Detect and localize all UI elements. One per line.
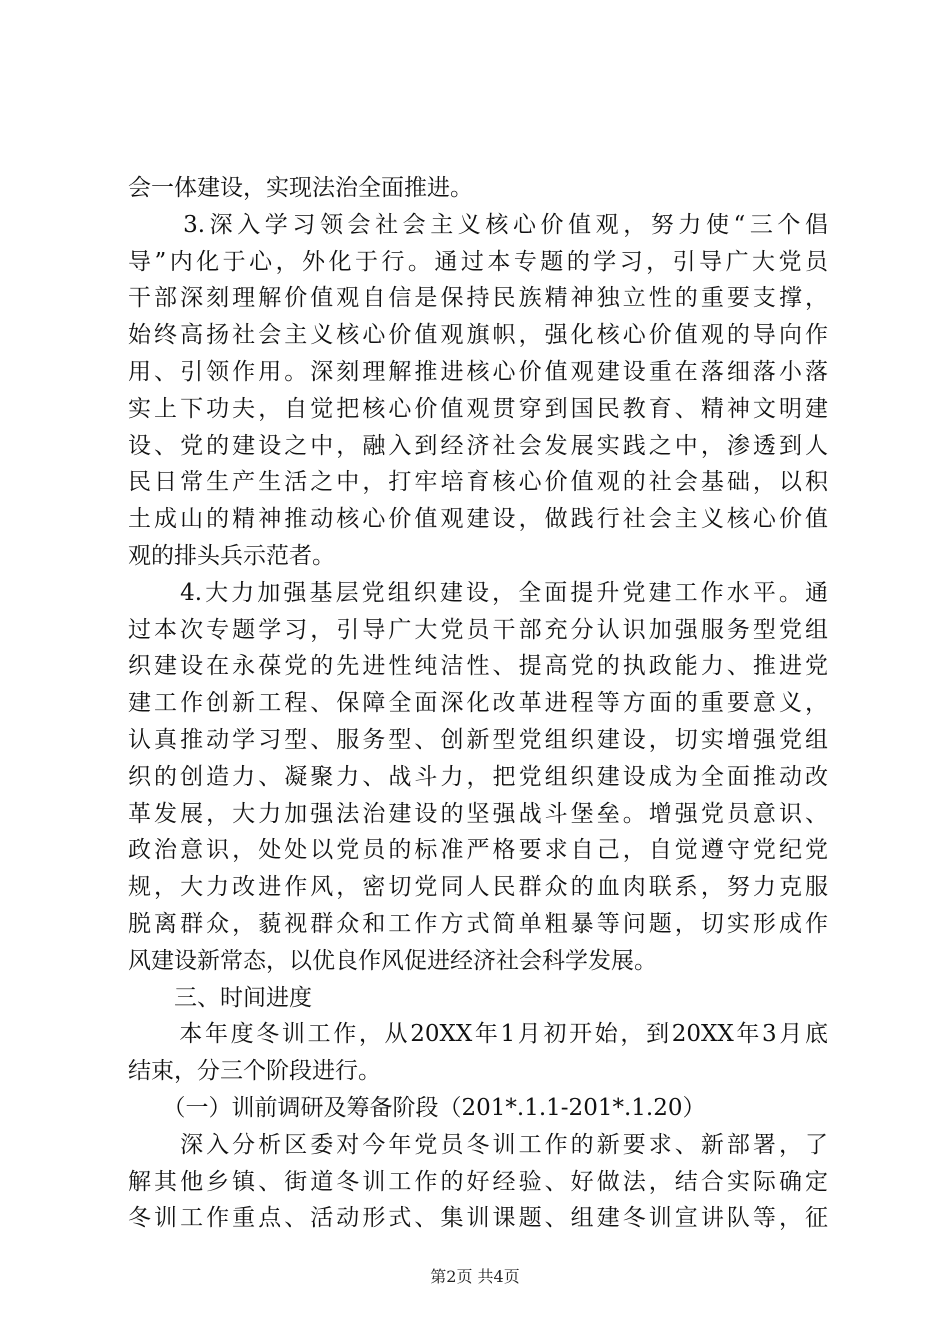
text-line: 冬训工作重点、活动形式、集训课题、组建冬训宣讲队等，征	[128, 1205, 828, 1231]
text-line: 干部深刻理解价值观自信是保持民族精神独立性的重要支撑，	[128, 285, 828, 311]
text-line: 三、时间进度	[128, 985, 312, 1011]
text-line: 民日常生产生活之中，打牢培育核心价值观的社会基础，以积	[128, 469, 828, 495]
text-line: （一）训前调研及筹备阶段（201*.1.1-201*.1.20）	[128, 1095, 706, 1121]
text-line: 3.深入学习领会社会主义核心价值观，努力使“三个倡	[128, 212, 828, 238]
text-line: 风建设新常态，以优良作风促进经济社会科学发展。	[128, 948, 657, 974]
text-line: 4.大力加强基层党组织建设，全面提升党建工作水平。通	[128, 580, 828, 606]
text-line: 政治意识，处处以党员的标准严格要求自己，自觉遵守党纪党	[128, 837, 828, 863]
text-line: 观的排头兵示范者。	[128, 543, 335, 569]
text-line: 认真推动学习型、服务型、创新型党组织建设，切实增强党组	[128, 727, 828, 753]
text-line: 土成山的精神推动核心价值观建设，做践行社会主义核心价值	[128, 506, 828, 532]
text-line: 实上下功夫，自觉把核心价值观贯穿到国民教育、精神文明建	[128, 396, 828, 422]
text-line: 脱离群众，藐视群众和工作方式简单粗暴等问题，切实形成作	[128, 911, 828, 937]
text-line: 始终高扬社会主义核心价值观旗帜，强化核心价值观的导向作	[128, 322, 828, 348]
text-line: 深入分析区委对今年党员冬训工作的新要求、新部署，了	[128, 1132, 828, 1158]
text-line: 用、引领作用。深刻理解推进核心价值观建设重在落细落小落	[128, 359, 828, 385]
text-line: 建工作创新工程、保障全面深化改革进程等方面的重要意义，	[128, 690, 828, 716]
text-line: 织建设在永葆党的先进性纯洁性、提高党的执政能力、推进党	[128, 653, 828, 679]
text-line: 过本次专题学习，引导广大党员干部充分认识加强服务型党组	[128, 617, 828, 643]
text-line: 结束，分三个阶段进行。	[128, 1058, 381, 1084]
text-line: 导”内化于心，外化于行。通过本专题的学习，引导广大党员	[128, 249, 828, 275]
text-line: 解其他乡镇、街道冬训工作的好经验、好做法，结合实际确定	[128, 1169, 828, 1195]
text-line: 织的创造力、凝聚力、战斗力，把党组织建设成为全面推动改	[128, 764, 828, 790]
text-line: 会一体建设，实现法治全面推进。	[128, 175, 473, 201]
text-line: 设、党的建设之中，融入到经济社会发展实践之中，渗透到人	[128, 433, 828, 459]
text-line: 革发展，大力加强法治建设的坚强战斗堡垒。增强党员意识、	[128, 801, 828, 827]
text-line: 规，大力改进作风，密切党同人民群众的血肉联系，努力克服	[128, 874, 828, 900]
page-footer: 第2页 共4页	[430, 1267, 520, 1286]
text-line: 本年度冬训工作，从20XX年1月初开始，到20XX年3月底	[128, 1021, 828, 1047]
